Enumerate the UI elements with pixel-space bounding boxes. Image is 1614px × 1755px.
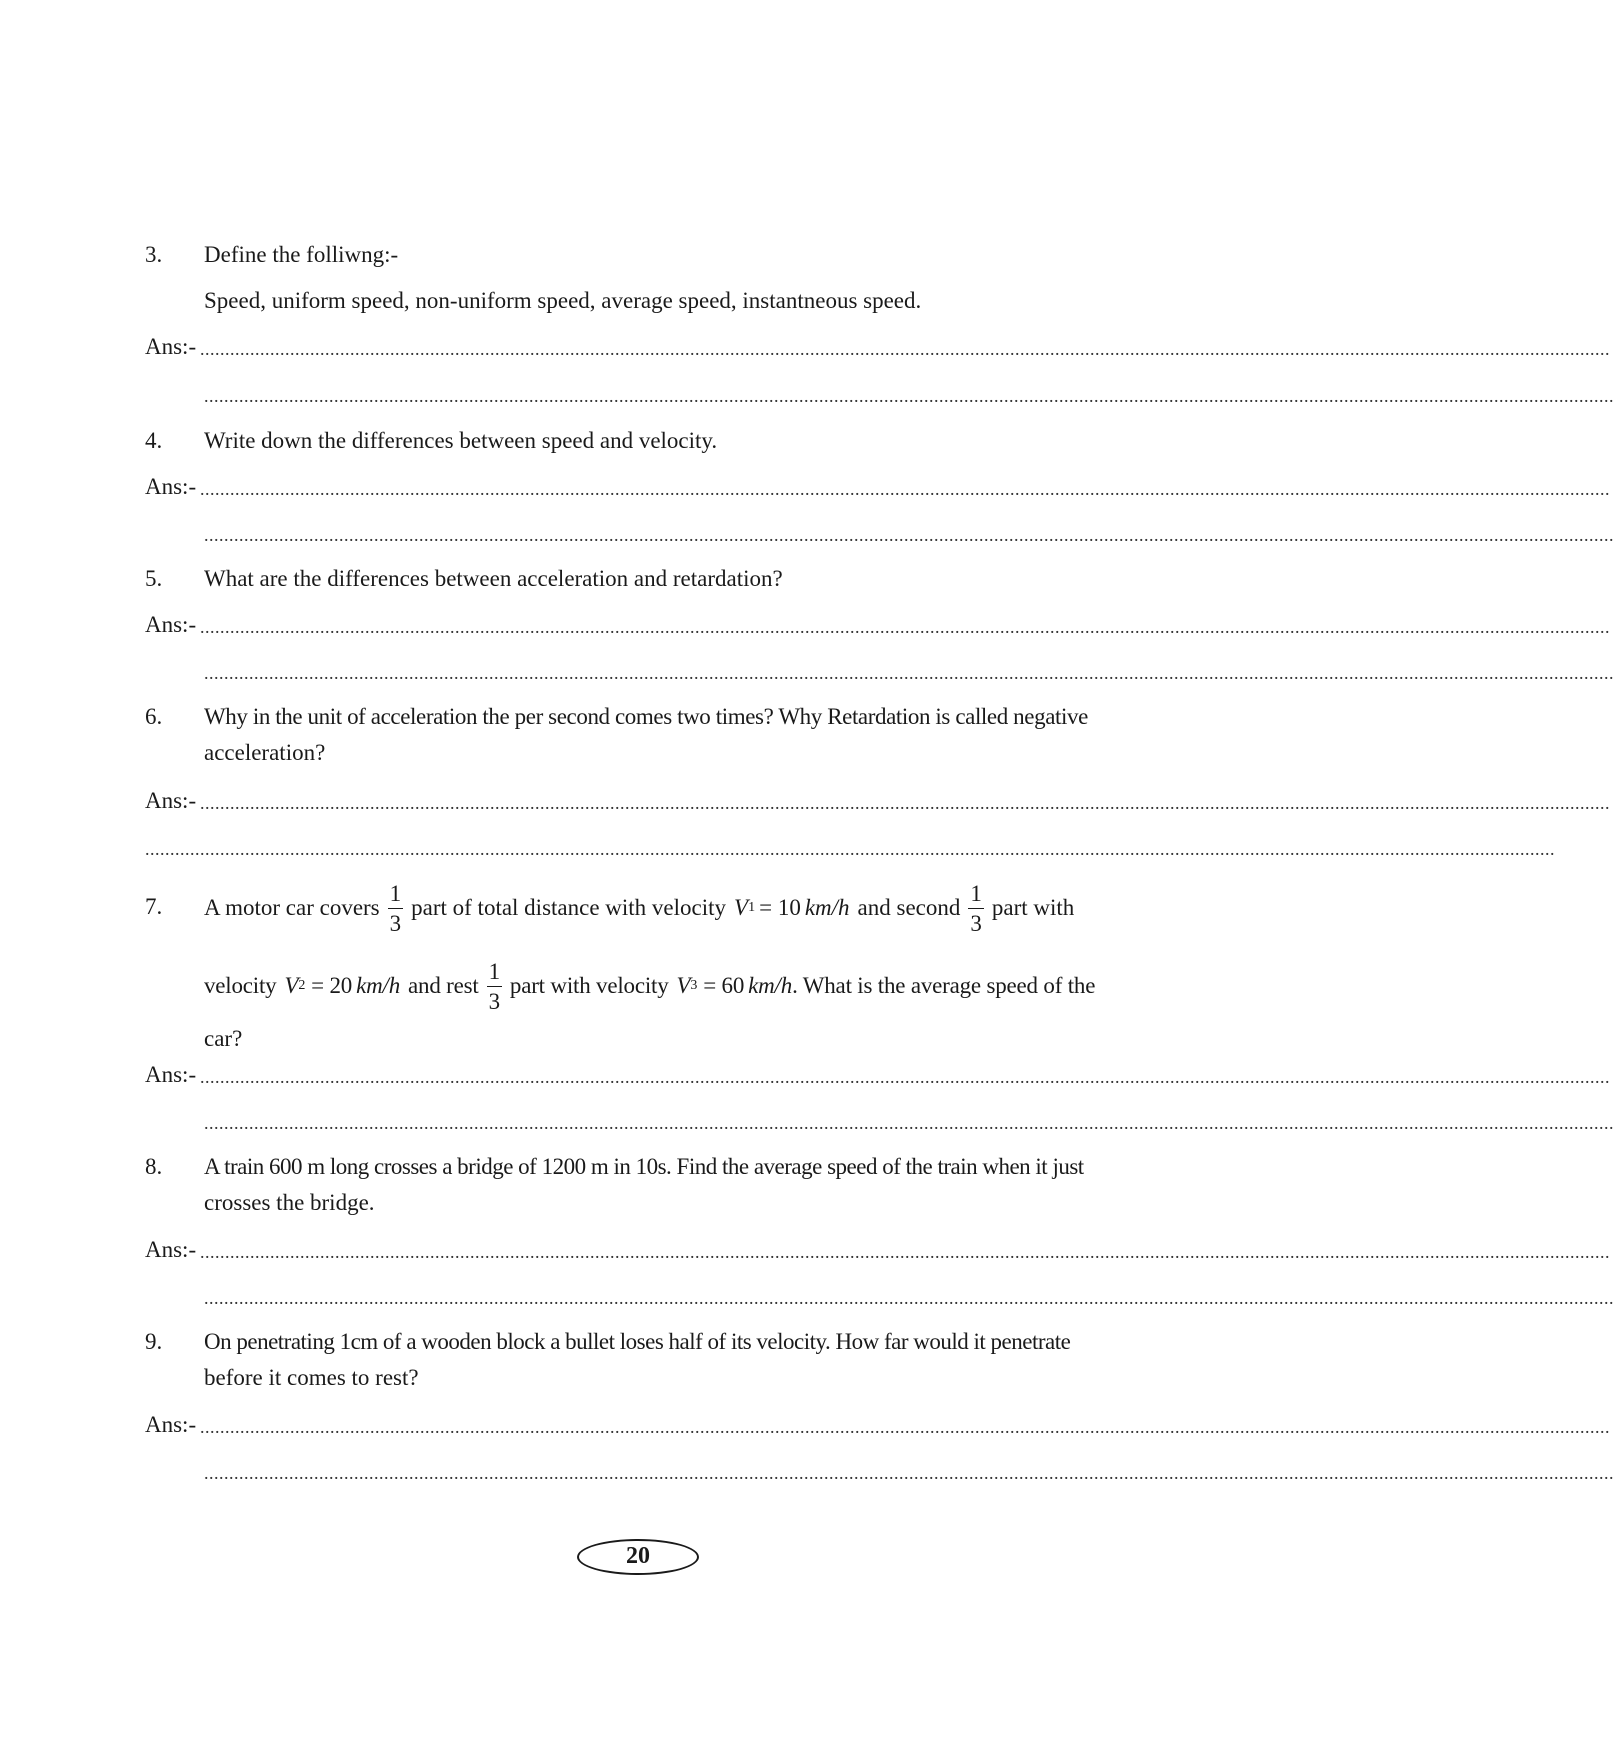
question-text: Write down the differences between speed and velocity. bbox=[204, 428, 718, 453]
question-text: On penetrating 1cm of a wooden block a bullet loses half of its velocity. How far would it penetrate bbox=[204, 1329, 1071, 1354]
question-number: 3. bbox=[145, 242, 163, 267]
answer-line: .......................................................................................................................................................................................................................................................................................... bbox=[145, 839, 1555, 859]
answer-line: .......................................................................................................................................................................................................................................................................................... bbox=[200, 1242, 1610, 1262]
question-text: acceleration? bbox=[204, 740, 326, 765]
answer-line: .......................................................................................................................................................................................................................................................................................... bbox=[204, 525, 1614, 545]
answer-line: .......................................................................................................................................................................................................................................................................................... bbox=[204, 386, 1614, 406]
answer-line: .......................................................................................................................................................................................................................................................................................... bbox=[200, 339, 1610, 359]
fraction: $\frac{1}{3}$ bbox=[389, 880, 402, 936]
page-number: 20 bbox=[577, 1539, 699, 1575]
answer-line: .......................................................................................................................................................................................................................................................................................... bbox=[204, 1113, 1614, 1133]
answer-line: .......................................................................................................................................................................................................................................................................................... bbox=[204, 1288, 1614, 1308]
answer-label: Ans:- bbox=[145, 612, 197, 637]
question-line-1: A motor car covers $\frac{1}{3}$ part of total distance with velocity V 1 = 10 km/h and second $\frac{1}{3}$ part with bbox=[204, 880, 1075, 936]
answer-line: .......................................................................................................................................................................................................................................................................................... bbox=[200, 793, 1610, 813]
answer-label: Ans:- bbox=[145, 788, 197, 813]
question-line-2: velocity V 2 = 20 km/h and rest $\frac{1}{3}$ part with velocity V 3 = 60 km/h . What is the average speed of the bbox=[204, 958, 1096, 1014]
question-number: 6. bbox=[145, 704, 163, 729]
question-text: A train 600 m long crosses a bridge of 1200 m in 10s. Find the average speed of the train when it just bbox=[204, 1154, 1084, 1179]
question-text: crosses the bridge. bbox=[204, 1190, 375, 1215]
answer-label: Ans:- bbox=[145, 334, 197, 359]
question-text: and second bbox=[857, 895, 961, 920]
answer-line: .......................................................................................................................................................................................................................................................................................... bbox=[200, 479, 1610, 499]
question-text: A motor car covers bbox=[204, 895, 380, 920]
answer-line: .......................................................................................................................................................................................................................................................................................... bbox=[204, 663, 1614, 683]
fraction: $\frac{1}{3}$ bbox=[970, 880, 982, 936]
question-text: Why in the unit of acceleration the per second comes two times? Why Retardation is called negative bbox=[204, 704, 1088, 729]
answer-label: Ans:- bbox=[145, 1412, 197, 1437]
answer-label: Ans:- bbox=[145, 474, 197, 499]
question-number: 9. bbox=[145, 1329, 163, 1354]
question-text: part with bbox=[991, 895, 1075, 920]
fraction: $\frac{1}{3}$ bbox=[488, 958, 500, 1014]
answer-label: Ans:- bbox=[145, 1062, 197, 1087]
question-text: What are the differences between acceleration and retardation? bbox=[204, 566, 783, 591]
answer-label: Ans:- bbox=[145, 1237, 197, 1262]
answer-line: .......................................................................................................................................................................................................................................................................................... bbox=[200, 1067, 1610, 1087]
answer-line: .......................................................................................................................................................................................................................................................................................... bbox=[204, 1463, 1614, 1483]
question-text: Define the folliwng:- bbox=[204, 242, 399, 267]
question-number: 8. bbox=[145, 1154, 163, 1179]
question-number: 4. bbox=[145, 428, 163, 453]
question-number: 5. bbox=[145, 566, 163, 591]
question-text: Speed, uniform speed, non-uniform speed, average speed, instantneous speed. bbox=[204, 288, 922, 313]
question-number: 7. bbox=[145, 894, 163, 919]
question-text: before it comes to rest? bbox=[204, 1365, 419, 1390]
question-text: part of total distance with velocity bbox=[411, 895, 727, 920]
question-text: car? bbox=[204, 1026, 243, 1051]
answer-line: .......................................................................................................................................................................................................................................................................................... bbox=[200, 617, 1610, 637]
answer-line: .......................................................................................................................................................................................................................................................................................... bbox=[200, 1417, 1610, 1437]
